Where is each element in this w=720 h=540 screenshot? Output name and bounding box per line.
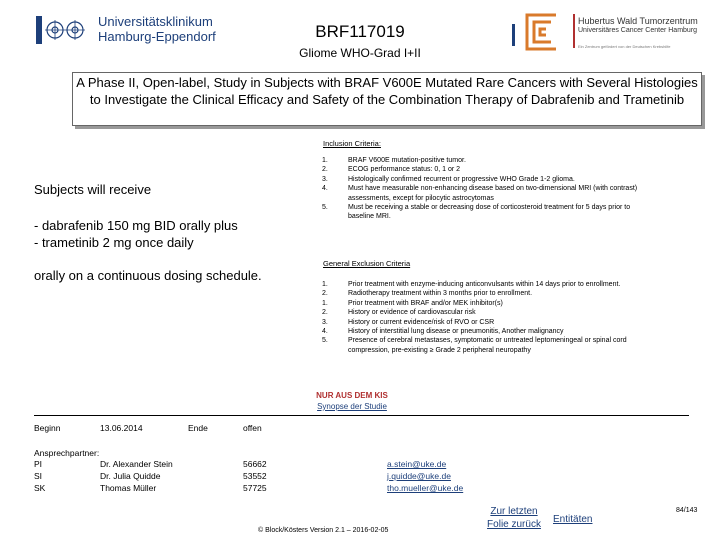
tumorzentrum-logo-text [578,16,698,36]
beginn-label: Beginn [34,423,61,433]
contact-phone: 53552 [243,471,267,481]
list-item: 2. Radiotherapy treatment within 3 months prior to enrollment. [322,290,533,298]
last-slide-link[interactable] [484,505,544,531]
exclusion-list [322,280,664,355]
contact-phone: 56662 [243,459,267,469]
study-title-box [72,72,702,126]
schedule-text: orally on a continuous dosing schedule. [34,268,262,283]
tumorzentrum-line1: Hubertus Wald Tumorzentrum [578,16,698,26]
list-item: 1. Prior treatment with enzyme-inducing anticonvulsants within 14 days prior to enrollment. [322,281,621,288]
list-item: 4. Must have measurable non-enhancing disease based on two-dimensional MRI (with contrast) assessments, except for pilocytic astrocytomas [322,185,638,202]
page-number: 84/143 [676,507,698,514]
list-item: 2. ECOG performance status: 0, 1 or 2 [322,166,461,174]
logo-bar [512,24,515,46]
list-item: 1. Prior treatment with BRAF and/or MEK inhibitor(s) [322,299,503,307]
uke-logo-line1: Universitätsklinikum [98,14,213,29]
drug2-text: - trametinib 2 mg once daily [34,235,194,250]
receive-text: Subjects will receive [34,182,152,197]
page-title: BRF117019 [315,22,405,41]
list-item: 2. History or evidence of cardiovascular risk [322,309,476,317]
contact-email[interactable]: j.quidde@uke.de [387,471,451,481]
copyright: © Block/Kösters Version 2.1 – 2016-02-05 [258,527,389,534]
ende-label: Ende [188,423,208,433]
last-slide-line1: Zur letzten [490,506,538,517]
contacts-heading: Ansprechpartner: [34,448,100,458]
inclusion-heading: Inclusion Criteria: [323,139,381,148]
list-item: 3. History or current evidence/risk of RVO or CSR [322,318,495,326]
uke-logo-line2: Hamburg-Eppendorf [98,29,216,44]
tumorzentrum-small-text: Ein Zentrum gefördert von der Deutschen Krebshilfe [578,44,671,49]
list-item: 3. Histologically confirmed recurrent or progressive WHO Grade 1-2 glioma. [322,175,575,183]
list-item: 5. Must be receiving a stable or decreasing dose of corticosteroid treatment for 5 days prior to baseline MRI. [322,204,631,221]
exclusion-heading: General Exclusion Criteria [323,259,411,268]
tumorzentrum-emblem-icon [524,12,558,52]
contact-role: SI [34,471,43,481]
tumorzentrum-logo [512,10,698,58]
contact-name: Dr. Julia Quidde [100,471,161,481]
contact-role: PI [34,459,43,469]
divider [34,415,689,416]
contact-name: Dr. Alexander Stein [100,459,173,469]
list-item: 5. Presence of cerebral metastases, symptomatic or untreated leptomeningeal or spinal cord compression, pre-existing ≥ Grade 2 peripheral neuropathy [322,337,627,354]
contact-name: Thomas Müller [100,483,157,493]
synopse-link[interactable]: Synopse der Studie [317,402,387,411]
entities-link[interactable]: Entitäten [553,514,593,525]
drug1-text: - dabrafenib 150 mg BID orally plus [34,218,238,233]
page-subtitle: Gliome WHO-Grad I+II [299,46,421,60]
list-item: 4. History of interstitial lung disease or pneumonitis, Another malignancy [322,328,564,336]
list-item: 1. BRAF V600E mutation-positive tumor. [322,157,466,164]
study-title: A Phase II, Open-label, Study in Subjects with BRAF V600E Mutated Rare Cancers with Several Histologies to Investigate the Clinical Efficacy and Safety of the Combination Therapy of Dabrafenib and Trametinib [76,75,698,107]
logo-divider [573,14,575,48]
nur-aus-kis-label: NUR AUS DEM KIS [316,391,388,400]
ende-value: offen [243,423,262,433]
tumorzentrum-line2: Universitäres Cancer Center Hamburg [578,27,698,34]
beginn-value: 13.06.2014 [100,423,143,433]
contact-email[interactable]: tho.mueller@uke.de [387,483,464,493]
contact-phone: 57725 [243,483,267,493]
contact-email[interactable]: a.stein@uke.de [387,459,447,469]
contact-role: SK [34,483,46,493]
last-slide-line2: Folie zurück [487,519,541,530]
inclusion-list [322,156,652,222]
